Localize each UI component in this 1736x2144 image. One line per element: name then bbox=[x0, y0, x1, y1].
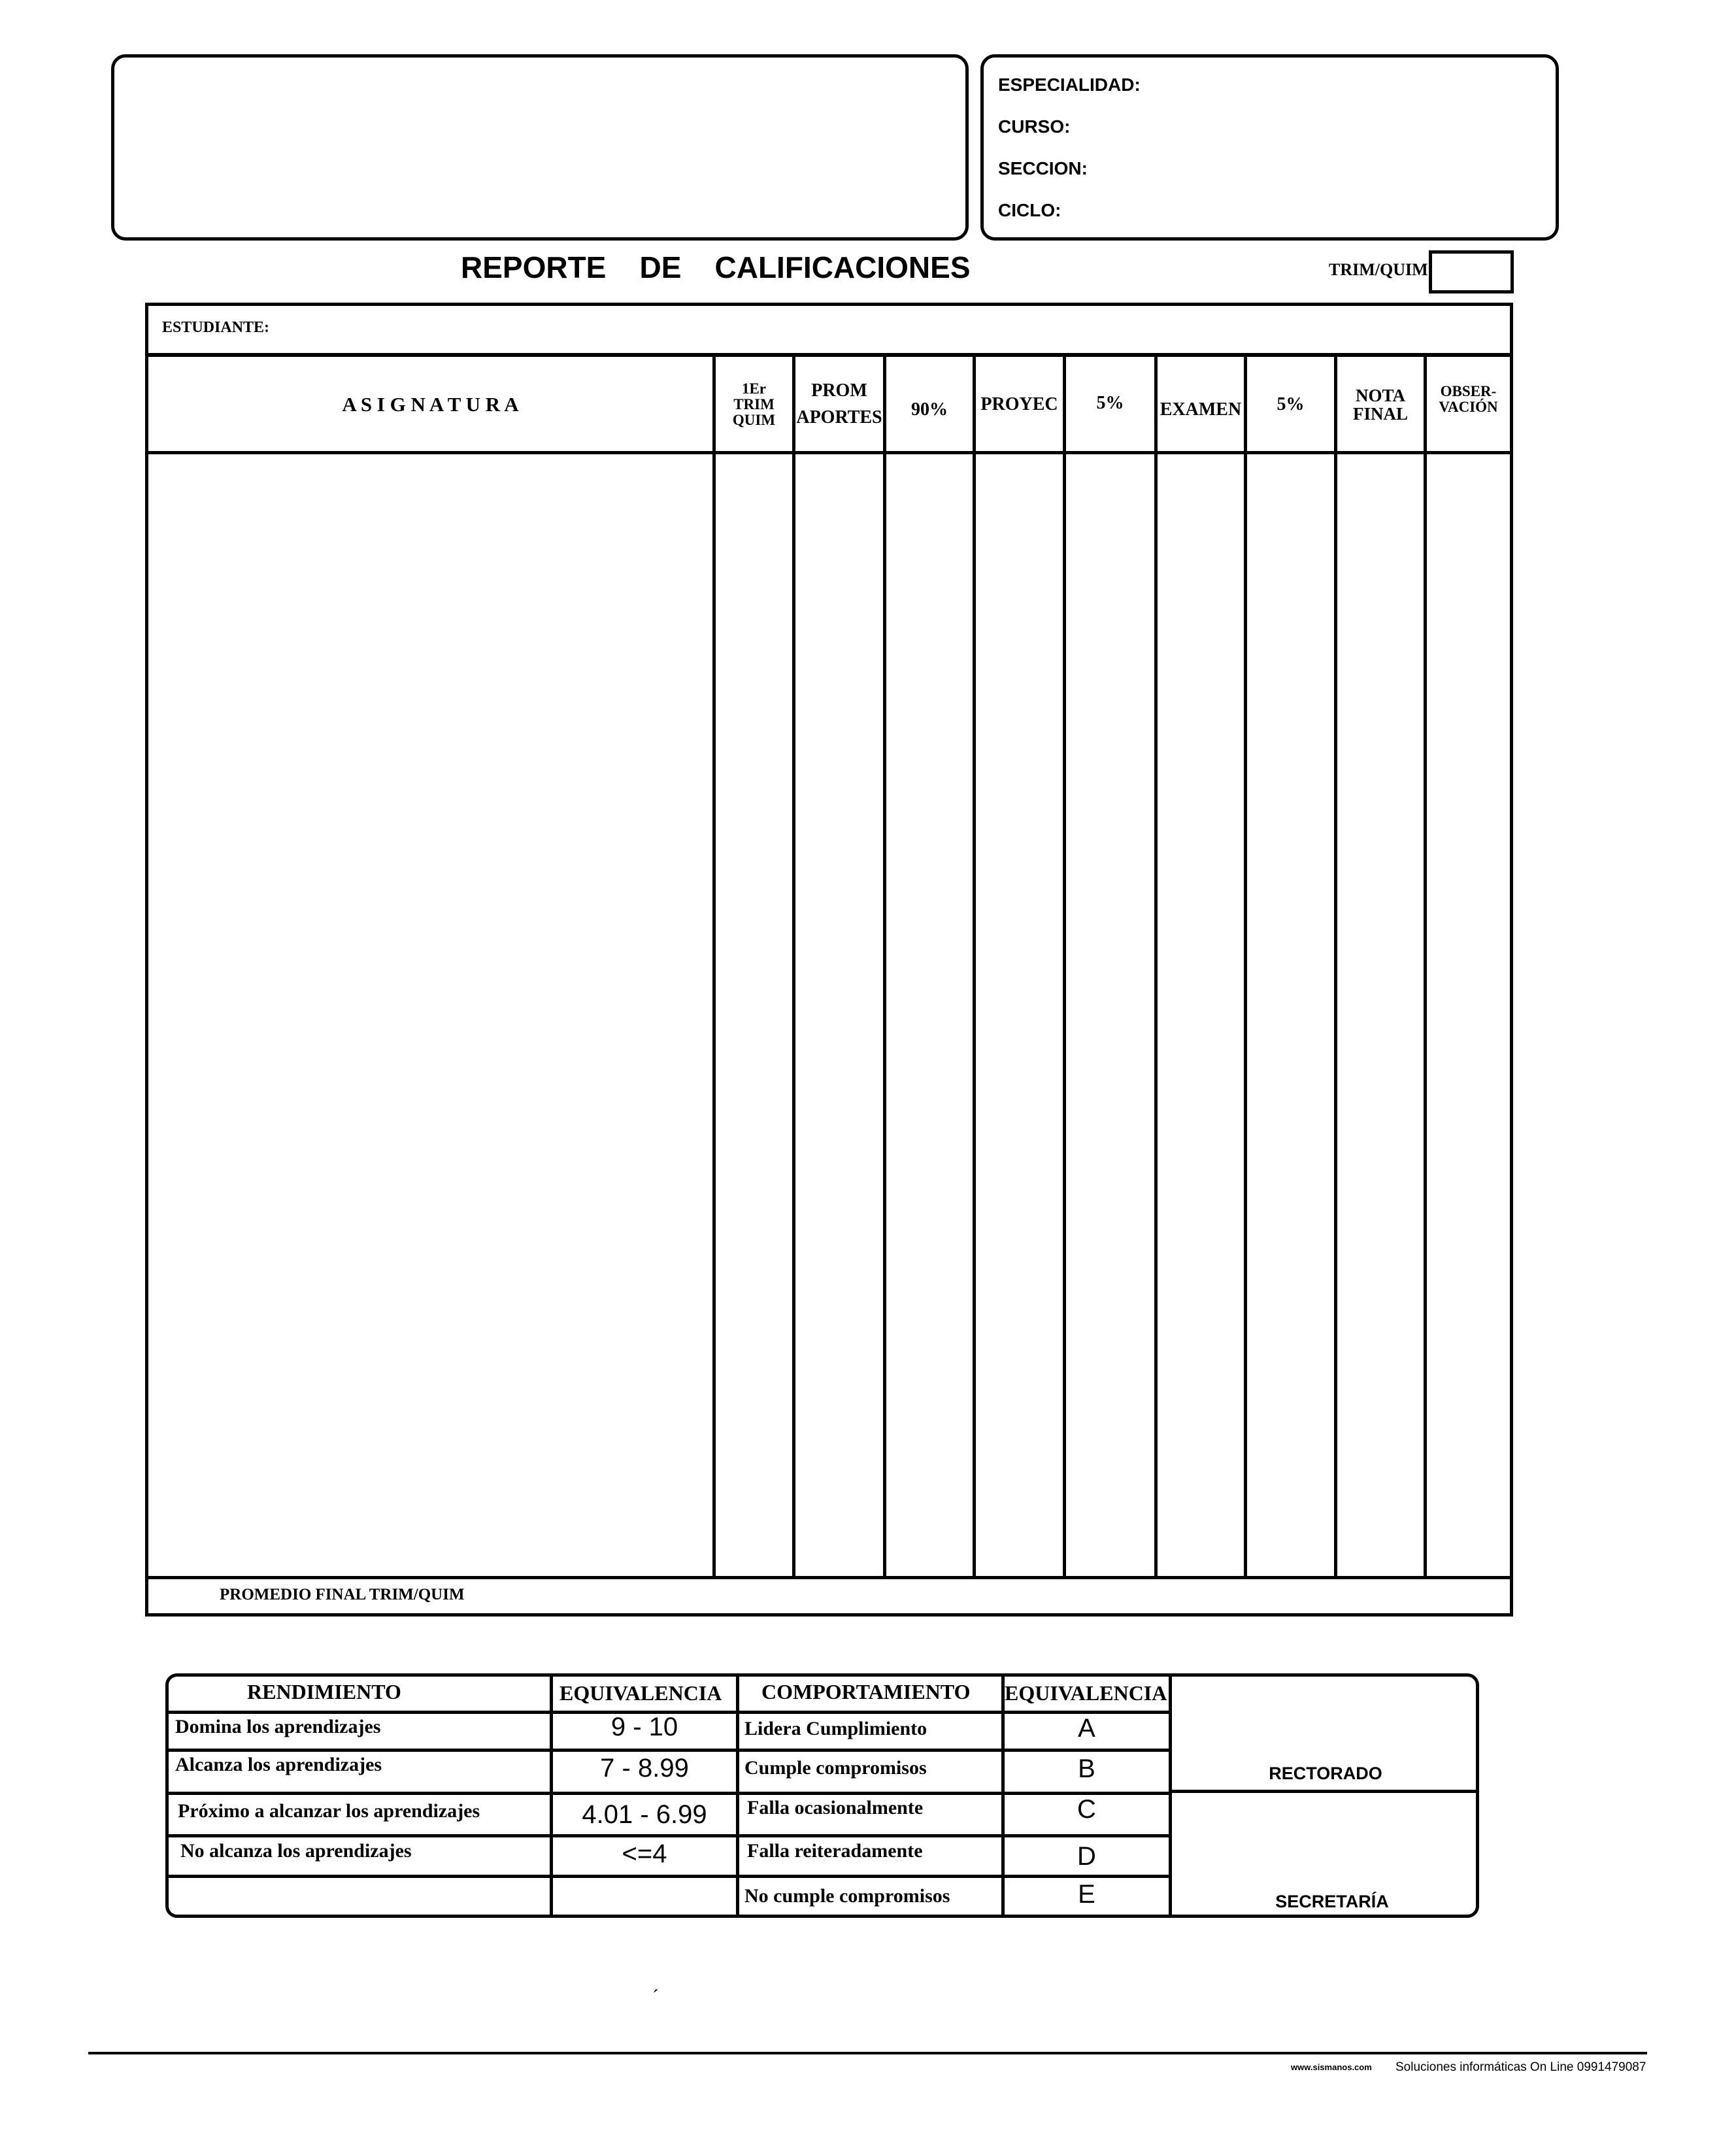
rendimiento-value: 4.01 - 6.99 bbox=[582, 1800, 707, 1829]
comportamiento-value: D bbox=[1077, 1842, 1096, 1871]
header-prom-line2: APORTES bbox=[796, 407, 882, 427]
comportamiento-value: B bbox=[1078, 1754, 1095, 1783]
header-divider bbox=[145, 451, 1513, 454]
signature-divider bbox=[1169, 1790, 1479, 1793]
header-asignatura: A S I G N A T U R A bbox=[342, 392, 519, 416]
trim-input[interactable] bbox=[1429, 250, 1514, 293]
trim-label: TRIM/QUIM: bbox=[1329, 260, 1434, 279]
comportamiento-value: C bbox=[1077, 1795, 1096, 1824]
header-obs-line1: OBSER- bbox=[1440, 382, 1497, 399]
rendimiento-value: 7 - 8.99 bbox=[600, 1754, 689, 1783]
comportamiento-label: Lidera Cumplimiento bbox=[744, 1718, 927, 1739]
header-90: 90% bbox=[911, 399, 948, 420]
scale-row-line-2 bbox=[165, 1749, 1172, 1752]
rendimiento-value: <=4 bbox=[622, 1839, 667, 1868]
header-trim-line1: 1Er bbox=[741, 380, 767, 397]
header-prom-line1: PROM bbox=[811, 380, 867, 401]
header-trim bbox=[716, 358, 792, 451]
header-5b: 5% bbox=[1277, 394, 1305, 415]
scale-row-line-5 bbox=[165, 1875, 1172, 1878]
rectorado-label: RECTORADO bbox=[1269, 1764, 1382, 1783]
student-row-divider bbox=[145, 353, 1513, 357]
col-line-8 bbox=[1334, 355, 1337, 1578]
promedio-final-label: PROMEDIO FINAL TRIM/QUIM bbox=[220, 1586, 465, 1603]
grades-table bbox=[145, 303, 1513, 1616]
header-trim-line3: QUIM bbox=[732, 412, 776, 429]
especialidad-label: ESPECIALIDAD: bbox=[998, 75, 1141, 95]
header-5a: 5% bbox=[1096, 393, 1124, 414]
header-obs bbox=[1427, 353, 1510, 446]
comportamiento-label: No cumple compromisos bbox=[744, 1885, 950, 1907]
header-nota bbox=[1337, 358, 1424, 451]
comportamiento-header: COMPORTAMIENTO bbox=[761, 1680, 971, 1703]
comportamiento-value: E bbox=[1078, 1880, 1095, 1909]
equivalencia-header-1: EQUIVALENCIA bbox=[559, 1681, 722, 1705]
col-line-2 bbox=[792, 355, 795, 1578]
comportamiento-value: A bbox=[1078, 1714, 1095, 1743]
header-obs-line2: VACIÓN bbox=[1439, 399, 1498, 415]
header-nota-line1: NOTA bbox=[1355, 385, 1405, 405]
footer-rule bbox=[88, 2052, 1647, 2054]
col-line-7 bbox=[1244, 355, 1247, 1578]
header-trim-line2: TRIM bbox=[733, 395, 775, 412]
rendimiento-label: Domina los aprendizajes bbox=[175, 1716, 381, 1737]
col-line-1 bbox=[712, 355, 716, 1578]
rendimiento-value: 9 - 10 bbox=[610, 1713, 678, 1741]
student-label: ESTUDIANTE: bbox=[162, 319, 270, 336]
school-header-box bbox=[111, 54, 969, 241]
header-nota-line2: FINAL bbox=[1352, 404, 1408, 424]
header-prom bbox=[795, 358, 883, 451]
seccion-label: SECCION: bbox=[998, 158, 1088, 178]
rendimiento-header: RENDIMIENTO bbox=[247, 1680, 401, 1703]
rendimiento-label: Próximo a alcanzar los aprendizajes bbox=[178, 1800, 480, 1822]
footer-site: www.sismanos.com bbox=[1291, 2062, 1372, 2072]
rendimiento-label: No alcanza los aprendizajes bbox=[180, 1840, 412, 1862]
comportamiento-label: Falla reiteradamente bbox=[747, 1840, 923, 1862]
curso-label: CURSO: bbox=[998, 116, 1071, 137]
info-box bbox=[980, 54, 1559, 241]
header-examen: EXAMEN bbox=[1160, 399, 1242, 420]
stray-mark: ´ bbox=[652, 1986, 659, 2007]
col-line-4 bbox=[973, 355, 976, 1578]
col-line-9 bbox=[1424, 355, 1427, 1578]
header-proyec: PROYEC bbox=[980, 394, 1058, 415]
secretaria-label: SECRETARÍA bbox=[1275, 1892, 1389, 1911]
footer-divider bbox=[145, 1576, 1513, 1579]
rendimiento-label: Alcanza los aprendizajes bbox=[175, 1754, 382, 1775]
equivalencia-header-2: EQUIVALENCIA bbox=[1005, 1681, 1167, 1705]
scale-row-line-4 bbox=[165, 1834, 1172, 1837]
col-line-6 bbox=[1154, 355, 1158, 1578]
col-line-3 bbox=[883, 355, 886, 1578]
col-line-5 bbox=[1063, 355, 1066, 1578]
comportamiento-label: Cumple compromisos bbox=[744, 1757, 927, 1779]
page-title: REPORTE DE CALIFICACIONES bbox=[461, 250, 971, 284]
footer-company: Soluciones informáticas On Line 0991479087 bbox=[1395, 2060, 1646, 2074]
ciclo-label: CICLO: bbox=[998, 200, 1061, 220]
comportamiento-label: Falla ocasionalmente bbox=[747, 1797, 924, 1818]
